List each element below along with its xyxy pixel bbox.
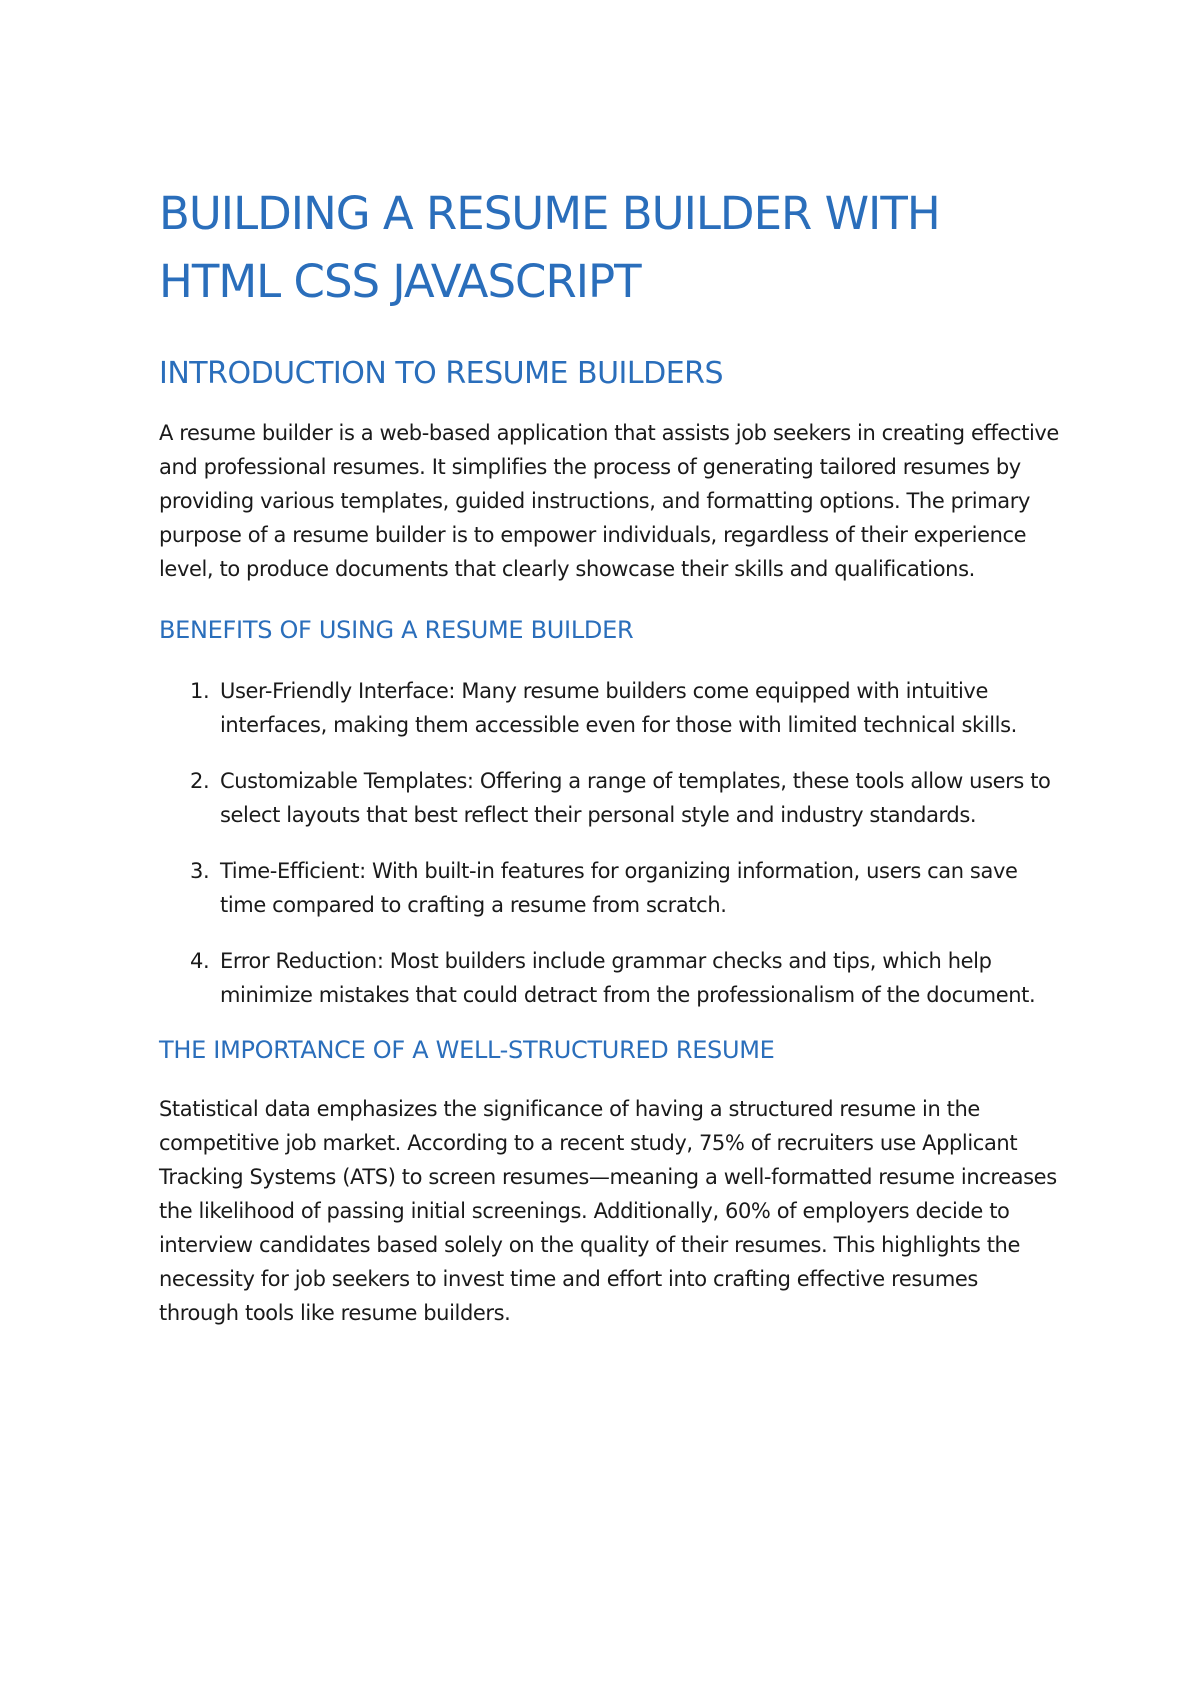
benefits-section [159,614,1050,1012]
benefits-heading: BENEFITS OF USING A RESUME BUILDER [159,616,634,644]
list-item-text: Error Reduction: Most builders include grammar checks and tips, which help minimize mistakes that could detract from the professionalism of the document. [220,949,1036,1007]
list-item-text: Time-Efficient: With built-in features for organizing information, users can save time compared to crafting a resume from scratch. [220,859,1018,917]
list-item [159,764,1059,832]
list-item [159,944,1059,1012]
list-item-text: User-Friendly Interface: Many resume builders come equipped with intuitive interfaces, making them accessible even for those with limited technical skills. [220,679,1017,737]
intro-section [159,354,1059,586]
importance-heading: THE IMPORTANCE OF A WELL-STRUCTURED RESUME [159,1036,775,1064]
list-item-number: 2. [190,769,210,793]
list-item-number: 3. [190,859,210,883]
benefits-list [159,674,1059,1012]
document-title: BUILDING A RESUME BUILDER WITH HTML CSS JAVASCRIPT [159,187,940,308]
importance-paragraph: Statistical data emphasizes the significance of having a structured resume in the competitive job market. According to a recent study, 75% of recruiters use Applicant Tracking Systems (ATS) to screen resumes—meaning a well-formatted resume increases the likelihood of passing initial screenings. Additionally, 60% of employers decide to interview candidates based solely on the quality of their resumes. This highlights the necessity for job seekers to invest time and effort into crafting effective resumes through tools like resume builders. [159,1097,1057,1325]
list-item-number: 4. [190,949,210,973]
list-item [159,674,1059,742]
intro-heading: INTRODUCTION TO RESUME BUILDERS [159,356,724,391]
importance-section [159,1034,1057,1330]
list-item [159,854,1059,922]
list-item-text: Customizable Templates: Offering a range of templates, these tools allow users to select layouts that best reflect their personal style and industry standards. [220,769,1051,827]
intro-paragraph: A resume builder is a web-based application that assists job seekers in creating effective and professional resumes. It simplifies the process of generating tailored resumes by providing various templates, guided instructions, and formatting options. The primary purpose of a resume builder is to empower individuals, regardless of their experience level, to produce documents that clearly showcase their skills and qualifications. [159,421,1059,581]
list-item-number: 1. [190,679,210,703]
